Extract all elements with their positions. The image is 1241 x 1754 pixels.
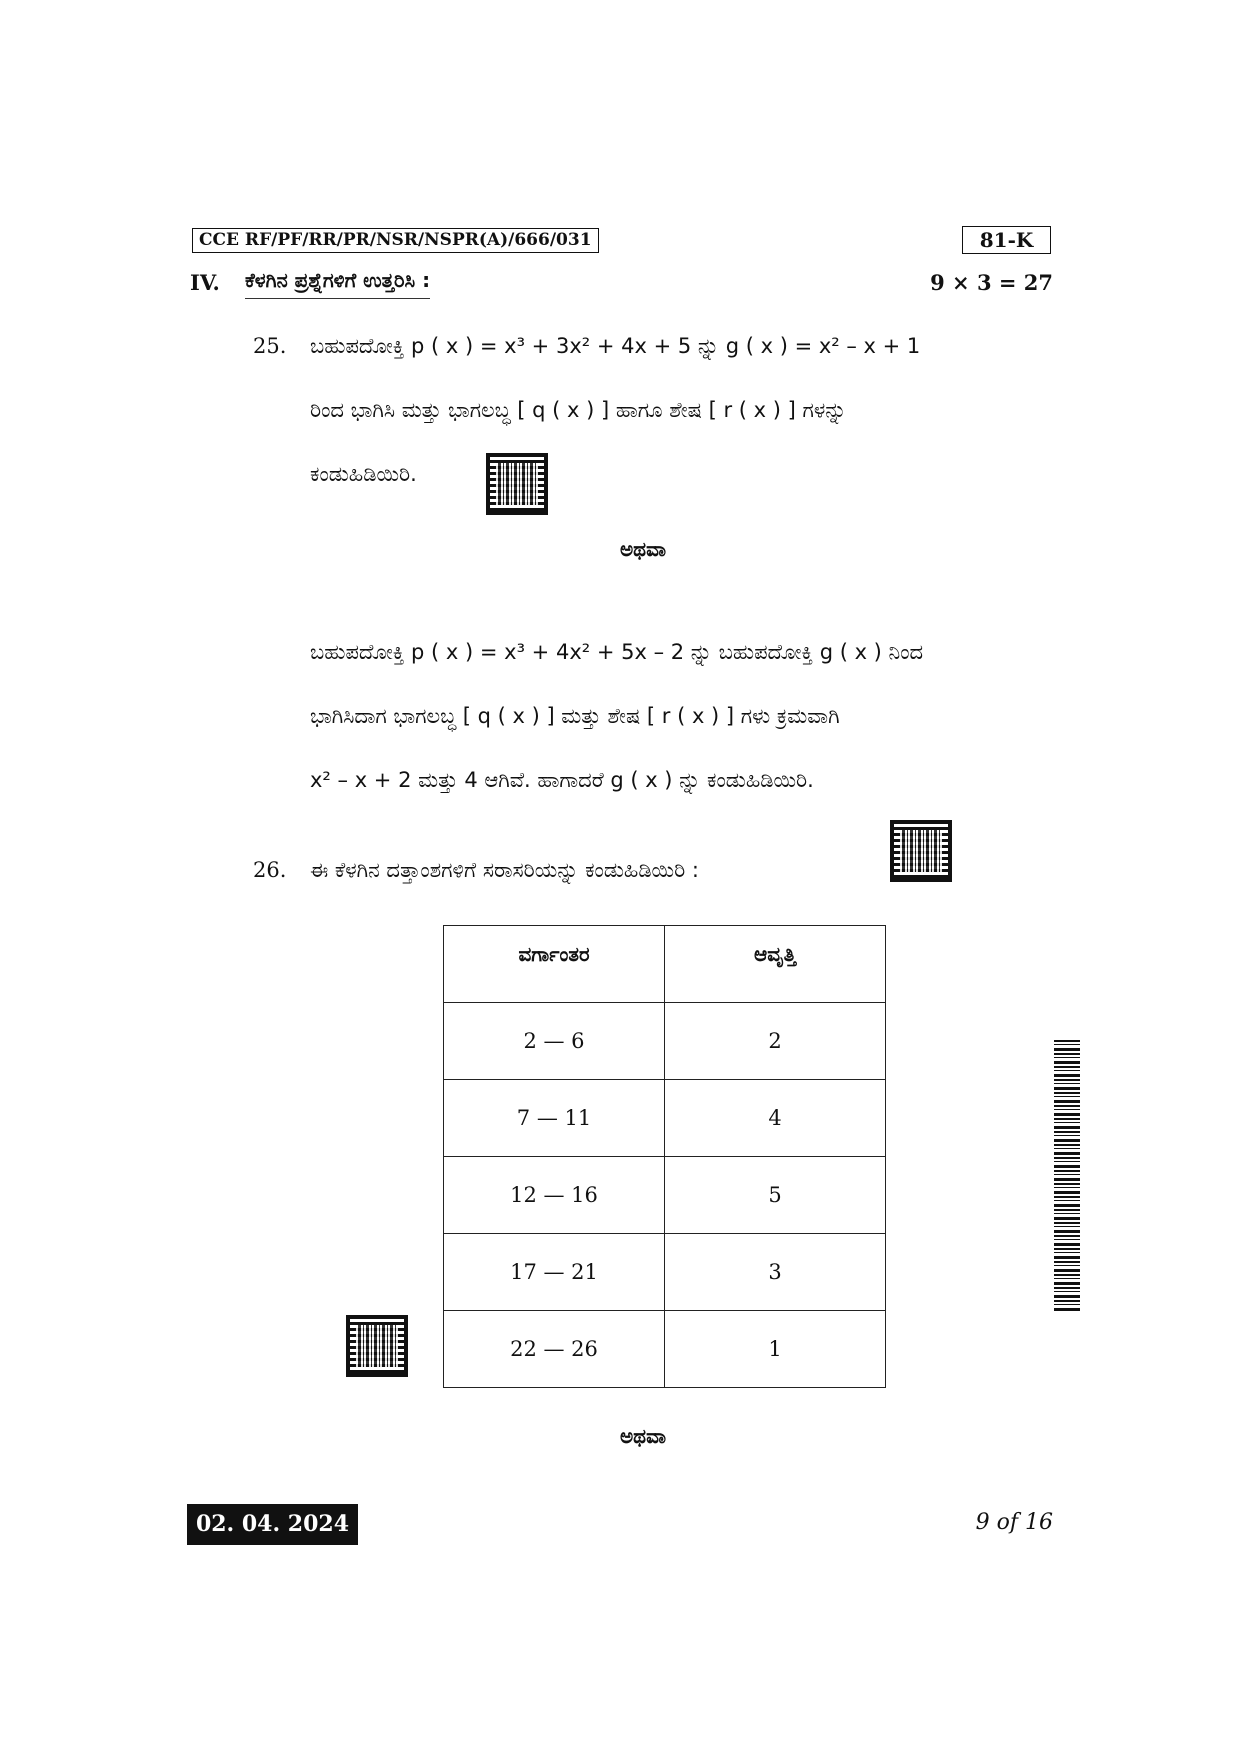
table-cell: 2 — 6 (444, 1003, 665, 1080)
table-cell: 2 (665, 1003, 886, 1080)
table-row (444, 1080, 886, 1157)
table-cell: 7 — 11 (444, 1080, 665, 1157)
table-row (444, 1157, 886, 1234)
q25-alt-line-3: x² – x + 2 ಮತ್ತು 4 ಆಗಿವೆ. ಹಾಗಾದರೆ g ( x ) ನ್ನು ಕಂಡುಹಿಡಿಯಿರಿ. (310, 768, 814, 792)
table-header-row (444, 926, 886, 1003)
section-title: ಕೆಳಗಿನ ಪ್ರಶ್ನೆಗಳಿಗೆ ಉತ್ತರಿಸಿ : (245, 268, 430, 299)
q25-alt-line-1: ಬಹುಪದೋಕ್ತಿ p ( x ) = x³ + 4x² + 5x – 2 ನ್ನು ಬಹುಪದೋಕ್ತಿ g ( x ) ನಿಂದ (310, 640, 924, 664)
table-row (444, 1311, 886, 1388)
or-separator-1: ಅಥವಾ (620, 537, 666, 561)
paper-code: 81-K (962, 226, 1051, 254)
table-cell: 5 (665, 1157, 886, 1234)
table-cell: 3 (665, 1234, 886, 1311)
exam-code: CCE RF/PF/RR/PR/NSR/NSPR(A)/666/031 (192, 228, 599, 253)
section-marks: 9 × 3 = 27 (930, 270, 1053, 295)
table-row (444, 1234, 886, 1311)
table-cell: 22 — 26 (444, 1311, 665, 1388)
table-cell: 4 (665, 1080, 886, 1157)
page-number: 9 of 16 (975, 1510, 1053, 1535)
qr-code-icon (890, 820, 952, 882)
table-cell: 1 (665, 1311, 886, 1388)
table-header-class-interval: ವರ್ಗಾಂತರ (444, 926, 665, 1003)
table-row (444, 1003, 886, 1080)
q25-alt-line-2: ಭಾಗಿಸಿದಾಗ ಭಾಗಲಬ್ಧ [ q ( x ) ] ಮತ್ತು ಶೇಷ [ r ( x ) ] ಗಳು ಕ್ರಮವಾಗಿ (310, 704, 840, 728)
qr-code-icon (346, 1315, 408, 1377)
q26-text: ಈ ಕೆಳಗಿನ ದತ್ತಾಂಶಗಳಿಗೆ ಸರಾಸರಿಯನ್ನು ಕಂಡುಹಿಡಿಯಿರಿ : (310, 858, 699, 882)
table-cell: 17 — 21 (444, 1234, 665, 1311)
section-number: IV. (190, 270, 220, 295)
exam-date: 02. 04. 2024 (187, 1504, 358, 1545)
q25-line-2: ರಿಂದ ಭಾಗಿಸಿ ಮತ್ತು ಭಾಗಲಬ್ಧ [ q ( x ) ] ಹಾಗೂ ಶೇಷ [ r ( x ) ] ಗಳನ್ನು (310, 398, 847, 422)
question-number-26: 26. (253, 858, 287, 882)
frequency-table (443, 925, 886, 1388)
question-number-25: 25. (253, 334, 287, 358)
qr-code-icon (486, 453, 548, 515)
barcode-icon (1054, 1040, 1080, 1312)
table-header-frequency: ಆವೃತ್ತಿ (665, 926, 886, 1003)
q25-line-3: ಕಂಡುಹಿಡಿಯಿರಿ. (310, 462, 417, 486)
q25-line-1: ಬಹುಪದೋಕ್ತಿ p ( x ) = x³ + 3x² + 4x + 5 ನ್ನು g ( x ) = x² – x + 1 (310, 334, 921, 358)
or-separator-2: ಅಥವಾ (620, 1424, 666, 1448)
table-cell: 12 — 16 (444, 1157, 665, 1234)
